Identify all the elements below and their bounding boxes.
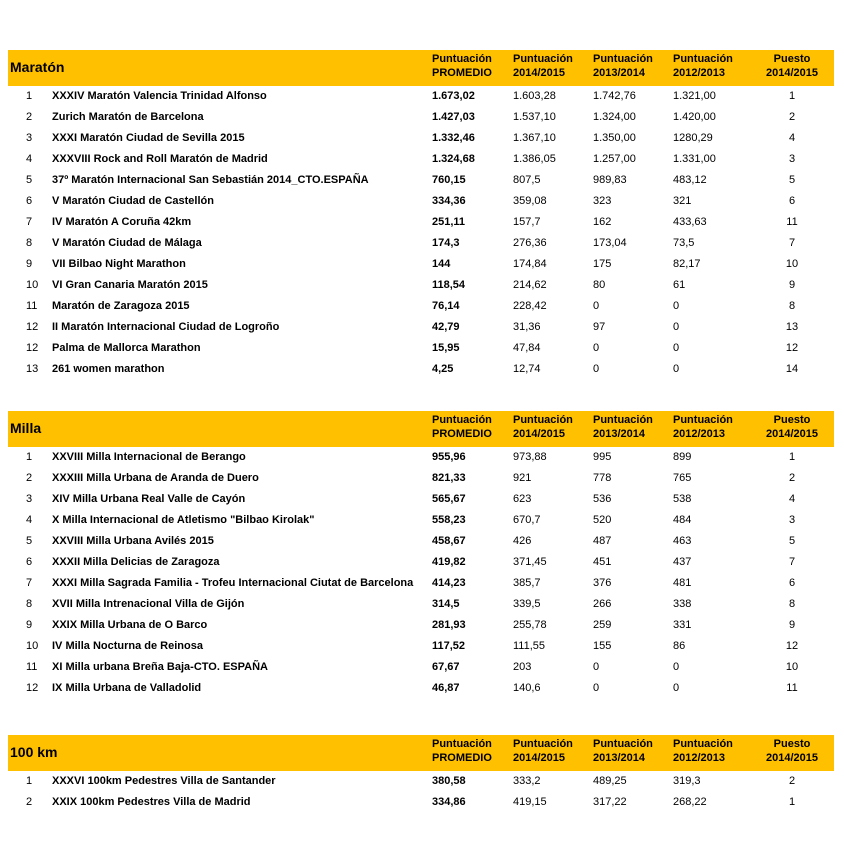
table-row: [8, 107, 834, 128]
table-row: [8, 636, 834, 657]
race-name-cell: XVII Milla Intrenacional Villa de Gijón: [52, 598, 245, 610]
score-2013-2014-cell: 317,22: [593, 796, 627, 808]
score-2012-2013-cell: 61: [673, 279, 686, 291]
puesto-cell: 6: [788, 577, 796, 589]
race-name-cell: 37º Maratón Internacional San Sebastián 2014_CTO.ESPAÑA: [52, 174, 369, 186]
header-puesto: Puesto 2014/2015: [766, 738, 818, 764]
promedio-cell: 955,96: [432, 451, 466, 463]
table-row: [8, 447, 834, 468]
promedio-cell: 4,25: [432, 363, 454, 375]
puesto-cell: 14: [785, 363, 799, 375]
score-2013-2014-cell: 1.324,00: [593, 111, 636, 123]
score-2014-2015-cell: 1.603,28: [513, 90, 556, 102]
score-2012-2013-cell: 1.420,00: [673, 111, 716, 123]
table-row: [8, 149, 834, 170]
race-name-cell: XXXI Milla Sagrada Familia - Trofeu Internacional Ciutat de Barcelona: [52, 577, 414, 589]
header-2012-2013: Puntuación 2012/2013: [673, 414, 733, 440]
race-name-cell: Palma de Mallorca Marathon: [52, 342, 201, 354]
score-2014-2015-cell: 203: [513, 661, 532, 673]
score-2013-2014-cell: 266: [593, 598, 612, 610]
promedio-cell: 414,23: [432, 577, 466, 589]
score-2014-2015-cell: 670,7: [513, 514, 541, 526]
rank-cell: 3: [26, 132, 33, 144]
score-2014-2015-cell: 921: [513, 472, 532, 484]
table-row: [8, 531, 834, 552]
table-row: [8, 468, 834, 489]
section-title: Maratón: [10, 59, 65, 75]
rank-cell: 12: [26, 321, 39, 333]
rank-cell: 11: [26, 300, 38, 312]
race-name-cell: X Milla Internacional de Atletismo "Bilbao Kirolak": [52, 514, 315, 526]
puesto-cell: 4: [788, 132, 796, 144]
rank-cell: 8: [26, 598, 33, 610]
score-2013-2014-cell: 0: [593, 363, 600, 375]
promedio-cell: 1.427,03: [432, 111, 475, 123]
score-2012-2013-cell: 86: [673, 640, 686, 652]
puesto-cell: 2: [788, 775, 796, 787]
promedio-cell: 334,86: [432, 796, 466, 808]
table-row: [8, 296, 834, 317]
race-name-cell: XXIX 100km Pedestres Villa de Madrid: [52, 796, 251, 808]
rank-cell: 5: [26, 174, 33, 186]
rows-100km: [8, 771, 834, 813]
section-title: Milla: [10, 420, 42, 436]
header-2014-2015: Puntuación 2014/2015: [513, 53, 573, 79]
puesto-cell: 6: [788, 195, 796, 207]
race-name-cell: II Maratón Internacional Ciudad de Logroño: [52, 321, 280, 333]
table-row: [8, 254, 834, 275]
table-row: [8, 170, 834, 191]
puesto-cell: 8: [788, 300, 796, 312]
score-2012-2013-cell: 433,63: [673, 216, 707, 228]
score-2014-2015-cell: 1.367,10: [513, 132, 556, 144]
puesto-cell: 2: [788, 472, 796, 484]
score-2014-2015-cell: 426: [513, 535, 532, 547]
score-2014-2015-cell: 276,36: [513, 237, 547, 249]
race-name-cell: XXVIII Milla Urbana Avilés 2015: [52, 535, 214, 547]
rank-cell: 7: [26, 577, 33, 589]
score-2013-2014-cell: 162: [593, 216, 612, 228]
rank-cell: 5: [26, 535, 33, 547]
promedio-cell: 419,82: [432, 556, 466, 568]
race-name-cell: XXXVIII Rock and Roll Maratón de Madrid: [52, 153, 268, 165]
race-name-cell: XXXIV Maratón Valencia Trinidad Alfonso: [52, 90, 267, 102]
header-2012-2013: Puntuación 2012/2013: [673, 53, 733, 79]
score-2013-2014-cell: 376: [593, 577, 612, 589]
promedio-cell: 15,95: [432, 342, 460, 354]
score-2012-2013-cell: 0: [673, 300, 680, 312]
puesto-cell: 9: [788, 279, 796, 291]
rank-cell: 1: [26, 90, 33, 102]
puesto-cell: 3: [788, 153, 796, 165]
puesto-cell: 5: [788, 535, 796, 547]
table-row: [8, 275, 834, 296]
score-2012-2013-cell: 483,12: [673, 174, 707, 186]
table-row: [8, 359, 834, 380]
promedio-cell: 67,67: [432, 661, 460, 673]
score-2012-2013-cell: 463: [673, 535, 692, 547]
score-2014-2015-cell: 111,55: [513, 640, 546, 652]
header-2014-2015: Puntuación 2014/2015: [513, 414, 573, 440]
score-2013-2014-cell: 489,25: [593, 775, 627, 787]
score-2013-2014-cell: 778: [593, 472, 612, 484]
score-2014-2015-cell: 419,15: [513, 796, 547, 808]
rank-cell: 1: [26, 451, 33, 463]
table-row: [8, 771, 834, 792]
puesto-cell: 13: [785, 321, 799, 333]
puesto-cell: 9: [788, 619, 796, 631]
race-name-cell: XI Milla urbana Breña Baja-CTO. ESPAÑA: [52, 661, 268, 673]
score-2012-2013-cell: 73,5: [673, 237, 695, 249]
puesto-cell: 10: [785, 258, 799, 270]
score-2013-2014-cell: 487: [593, 535, 612, 547]
score-2014-2015-cell: 31,36: [513, 321, 541, 333]
score-2012-2013-cell: 1.331,00: [673, 153, 716, 165]
score-2012-2013-cell: 0: [673, 363, 680, 375]
promedio-cell: 46,87: [432, 682, 460, 694]
header-promedio: Puntuación PROMEDIO: [432, 738, 492, 764]
promedio-cell: 42,79: [432, 321, 460, 333]
race-name-cell: XXXIII Milla Urbana de Aranda de Duero: [52, 472, 259, 484]
score-2013-2014-cell: 175: [593, 258, 612, 270]
table-row: [8, 678, 834, 699]
promedio-cell: 565,67: [432, 493, 466, 505]
score-2013-2014-cell: 989,83: [593, 174, 627, 186]
race-name-cell: VI Gran Canaria Maratón 2015: [52, 279, 208, 291]
rank-cell: 13: [26, 363, 39, 375]
race-name-cell: V Maratón Ciudad de Castellón: [52, 195, 214, 207]
score-2013-2014-cell: 155: [593, 640, 612, 652]
puesto-cell: 7: [788, 237, 796, 249]
header-2014-2015: Puntuación 2014/2015: [513, 738, 573, 764]
rank-cell: 6: [26, 195, 33, 207]
score-2014-2015-cell: 140,6: [513, 682, 541, 694]
header-2013-2014: Puntuación 2013/2014: [593, 738, 653, 764]
rank-cell: 3: [26, 493, 33, 505]
score-2013-2014-cell: 995: [593, 451, 612, 463]
score-2012-2013-cell: 1280,29: [673, 132, 713, 144]
section-milla: [8, 411, 834, 699]
promedio-cell: 174,3: [432, 237, 460, 249]
score-2012-2013-cell: 765: [673, 472, 692, 484]
puesto-cell: 3: [788, 514, 796, 526]
score-2013-2014-cell: 259: [593, 619, 612, 631]
promedio-cell: 760,15: [432, 174, 466, 186]
promedio-cell: 380,58: [432, 775, 466, 787]
rank-cell: 9: [26, 619, 33, 631]
score-2012-2013-cell: 0: [673, 661, 680, 673]
score-2012-2013-cell: 1.321,00: [673, 90, 716, 102]
race-name-cell: Maratón de Zaragoza 2015: [52, 300, 190, 312]
score-2014-2015-cell: 623: [513, 493, 532, 505]
rank-cell: 9: [26, 258, 33, 270]
race-name-cell: IV Milla Nocturna de Reinosa: [52, 640, 203, 652]
rank-cell: 7: [26, 216, 33, 228]
score-2014-2015-cell: 385,7: [513, 577, 541, 589]
promedio-cell: 821,33: [432, 472, 466, 484]
header-2013-2014: Puntuación 2013/2014: [593, 53, 653, 79]
table-row: [8, 510, 834, 531]
rank-cell: 12: [26, 342, 39, 354]
puesto-cell: 11: [786, 216, 798, 228]
score-2013-2014-cell: 173,04: [593, 237, 627, 249]
puesto-cell: 1: [788, 796, 796, 808]
header-2012-2013: Puntuación 2012/2013: [673, 738, 733, 764]
table-row: [8, 233, 834, 254]
score-2013-2014-cell: 97: [593, 321, 606, 333]
rank-cell: 2: [26, 472, 33, 484]
score-2012-2013-cell: 321: [673, 195, 692, 207]
score-2013-2014-cell: 451: [593, 556, 612, 568]
score-2014-2015-cell: 12,74: [513, 363, 541, 375]
score-2014-2015-cell: 973,88: [513, 451, 547, 463]
score-2014-2015-cell: 1.537,10: [513, 111, 556, 123]
race-name-cell: XIV Milla Urbana Real Valle de Cayón: [52, 493, 246, 505]
score-2014-2015-cell: 255,78: [513, 619, 547, 631]
table-row: [8, 573, 834, 594]
table-row: [8, 317, 834, 338]
promedio-cell: 118,54: [432, 279, 466, 291]
table-row: [8, 86, 834, 107]
score-2014-2015-cell: 214,62: [513, 279, 547, 291]
race-name-cell: XXXII Milla Delicias de Zaragoza: [52, 556, 220, 568]
puesto-cell: 1: [788, 451, 796, 463]
promedio-cell: 281,93: [432, 619, 466, 631]
score-2014-2015-cell: 228,42: [513, 300, 547, 312]
promedio-cell: 1.324,68: [432, 153, 475, 165]
score-2012-2013-cell: 0: [673, 682, 680, 694]
score-2013-2014-cell: 520: [593, 514, 612, 526]
puesto-cell: 12: [785, 640, 799, 652]
header-2013-2014: Puntuación 2013/2014: [593, 414, 653, 440]
score-2012-2013-cell: 0: [673, 342, 680, 354]
table-row: [8, 552, 834, 573]
rank-cell: 4: [26, 514, 33, 526]
score-2012-2013-cell: 82,17: [673, 258, 701, 270]
promedio-cell: 1.332,46: [432, 132, 475, 144]
score-2014-2015-cell: 157,7: [513, 216, 541, 228]
score-2013-2014-cell: 1.257,00: [593, 153, 636, 165]
section-header: [8, 50, 834, 86]
score-2012-2013-cell: 331: [673, 619, 692, 631]
rank-cell: 1: [26, 775, 33, 787]
header-puesto: Puesto 2014/2015: [766, 414, 818, 440]
score-2014-2015-cell: 1.386,05: [513, 153, 556, 165]
score-2014-2015-cell: 333,2: [513, 775, 541, 787]
table-row: [8, 657, 834, 678]
promedio-cell: 117,52: [432, 640, 466, 652]
score-2013-2014-cell: 0: [593, 300, 600, 312]
table-row: [8, 338, 834, 359]
race-name-cell: VII Bilbao Night Marathon: [52, 258, 186, 270]
score-2013-2014-cell: 536: [593, 493, 612, 505]
section-title: 100 km: [10, 744, 58, 760]
puesto-cell: 12: [785, 342, 799, 354]
puesto-cell: 10: [785, 661, 799, 673]
score-2014-2015-cell: 174,84: [513, 258, 547, 270]
table-row: [8, 212, 834, 233]
table-row: [8, 191, 834, 212]
score-2012-2013-cell: 319,3: [673, 775, 701, 787]
puesto-cell: 4: [788, 493, 796, 505]
header-promedio: Puntuación PROMEDIO: [432, 53, 492, 79]
rank-cell: 12: [26, 682, 39, 694]
puesto-cell: 5: [788, 174, 796, 186]
score-2012-2013-cell: 338: [673, 598, 692, 610]
table-row: [8, 489, 834, 510]
score-2013-2014-cell: 0: [593, 682, 600, 694]
section-header: [8, 735, 834, 771]
score-2012-2013-cell: 437: [673, 556, 692, 568]
score-2012-2013-cell: 484: [673, 514, 692, 526]
rank-cell: 2: [26, 796, 33, 808]
promedio-cell: 251,11: [432, 216, 466, 228]
score-2012-2013-cell: 481: [673, 577, 692, 589]
rows-maraton: [8, 86, 834, 380]
score-2014-2015-cell: 339,5: [513, 598, 541, 610]
promedio-cell: 76,14: [432, 300, 460, 312]
score-2014-2015-cell: 807,5: [513, 174, 541, 186]
race-name-cell: XXXI Maratón Ciudad de Sevilla 2015: [52, 132, 245, 144]
promedio-cell: 558,23: [432, 514, 466, 526]
score-2012-2013-cell: 0: [673, 321, 680, 333]
race-name-cell: IV Maratón A Coruña 42km: [52, 216, 192, 228]
score-2012-2013-cell: 899: [673, 451, 692, 463]
score-2013-2014-cell: 0: [593, 342, 600, 354]
race-name-cell: XXVIII Milla Internacional de Berango: [52, 451, 246, 463]
puesto-cell: 7: [788, 556, 796, 568]
rank-cell: 2: [26, 111, 33, 123]
score-2013-2014-cell: 1.742,76: [593, 90, 636, 102]
score-2012-2013-cell: 538: [673, 493, 692, 505]
puesto-cell: 8: [788, 598, 796, 610]
table-row: [8, 615, 834, 636]
promedio-cell: 1.673,02: [432, 90, 475, 102]
rank-cell: 8: [26, 237, 33, 249]
rank-cell: 4: [26, 153, 33, 165]
race-name-cell: V Maratón Ciudad de Málaga: [52, 237, 202, 249]
table-row: [8, 792, 834, 813]
header-puesto: Puesto 2014/2015: [766, 53, 818, 79]
score-2014-2015-cell: 359,08: [513, 195, 547, 207]
race-name-cell: 261 women marathon: [52, 363, 165, 375]
score-2012-2013-cell: 268,22: [673, 796, 707, 808]
score-2013-2014-cell: 80: [593, 279, 606, 291]
score-2013-2014-cell: 1.350,00: [593, 132, 636, 144]
table-row: [8, 128, 834, 149]
race-name-cell: XXIX Milla Urbana de O Barco: [52, 619, 208, 631]
rank-cell: 10: [26, 640, 39, 652]
promedio-cell: 334,36: [432, 195, 466, 207]
section-header: [8, 411, 834, 447]
rank-cell: 10: [26, 279, 39, 291]
race-name-cell: XXXVI 100km Pedestres Villa de Santander: [52, 775, 276, 787]
score-2013-2014-cell: 323: [593, 195, 612, 207]
section-maraton: [8, 50, 834, 380]
promedio-cell: 314,5: [432, 598, 460, 610]
puesto-cell: 1: [788, 90, 796, 102]
puesto-cell: 2: [788, 111, 796, 123]
table-row: [8, 594, 834, 615]
header-promedio: Puntuación PROMEDIO: [432, 414, 492, 440]
section-100km: [8, 735, 834, 813]
promedio-cell: 144: [432, 258, 451, 270]
score-2014-2015-cell: 371,45: [513, 556, 547, 568]
score-2013-2014-cell: 0: [593, 661, 600, 673]
rank-cell: 11: [26, 661, 38, 673]
rows-milla: [8, 447, 834, 699]
promedio-cell: 458,67: [432, 535, 466, 547]
puesto-cell: 11: [786, 682, 798, 694]
rank-cell: 6: [26, 556, 33, 568]
race-name-cell: Zurich Maratón de Barcelona: [52, 111, 204, 123]
score-2014-2015-cell: 47,84: [513, 342, 541, 354]
race-name-cell: IX Milla Urbana de Valladolid: [52, 682, 202, 694]
